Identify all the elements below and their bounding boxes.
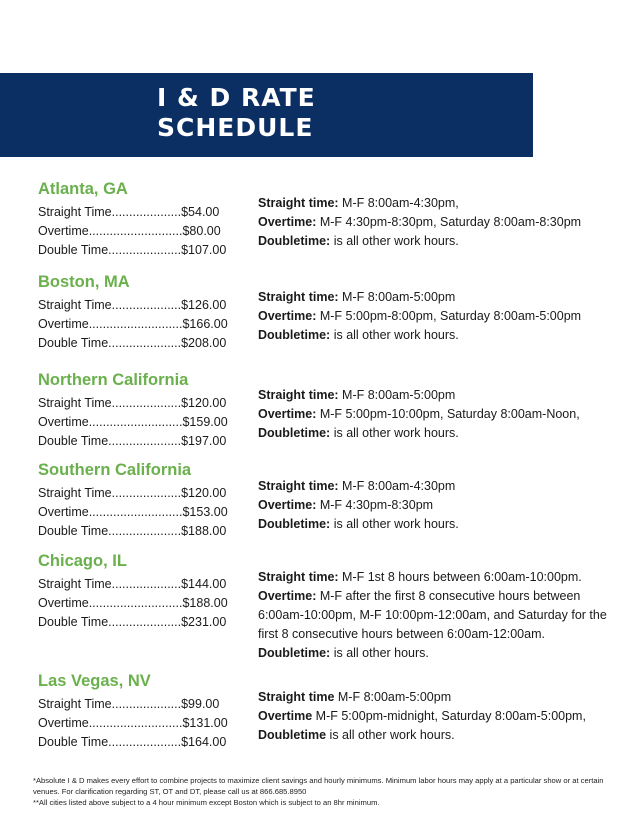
double-time-rate: Double Time.....................$107.00 [38, 243, 227, 257]
straight-time-rate: Straight Time....................$54.00 [38, 205, 220, 219]
title-line-2: SCHEDULE [157, 113, 314, 142]
double-time-rate: Double Time.....................$197.00 [38, 434, 227, 448]
straight-time-hours: Straight time: M-F 8:00am-5:00pm [258, 388, 456, 402]
overtime-hours: Overtime: M-F after the first 8 consecutive hours between 6:00am-10:00pm, M-F 10:00pm-12:00am, and Saturday for the first 8 consecutive hours between 6:00am-12:00am. [258, 589, 607, 641]
hours-description [258, 288, 618, 345]
overtime-hours: Overtime: M-F 5:00pm-8:00pm, Saturday 8:00am-5:00pm [258, 309, 582, 323]
title-banner [0, 73, 533, 157]
straight-time-rate: Straight Time....................$126.00 [38, 298, 227, 312]
footnote-2: **All cities listed above subject to a 4 hour minimum except Boston which is subject to an 8hr minimum. [33, 798, 380, 807]
rate-list [38, 203, 226, 260]
city-name: Las Vegas, NV [38, 672, 151, 690]
straight-time-hours: Straight time: M-F 1st 8 hours between 6:00am-10:00pm. [258, 570, 582, 584]
double-time-rate: Double Time.....................$231.00 [38, 615, 227, 629]
city-name: Northern California [38, 371, 189, 389]
straight-time-hours: Straight time: M-F 8:00am-5:00pm [258, 290, 456, 304]
rate-list [38, 394, 228, 451]
straight-time-hours: Straight time: M-F 8:00am-4:30pm [258, 479, 456, 493]
city-name: Chicago, IL [38, 552, 127, 570]
overtime-rate: Overtime...........................$80.00 [38, 224, 221, 238]
doubletime-hours: Doubletime: is all other work hours. [258, 328, 459, 342]
city-name: Boston, MA [38, 273, 130, 291]
overtime-hours: Overtime: M-F 5:00pm-10:00pm, Saturday 8:00am-Noon, [258, 407, 580, 421]
double-time-rate: Double Time.....................$164.00 [38, 735, 227, 749]
hours-description [258, 386, 618, 443]
doubletime-hours: Doubletime: is all other work hours. [258, 426, 459, 440]
overtime-hours: Overtime M-F 5:00pm-midnight, Saturday 8:00am-5:00pm, [258, 709, 586, 723]
page-title [157, 83, 316, 143]
rate-list [38, 695, 228, 752]
footnote-1: *Absolute I & D makes every effort to combine projects to maximize client savings and hourly minimums. Minimum labor hours may apply at a particular show or at certain venues. For clarification regarding ST, OT and DT, please call us at 866.685.8950 [33, 776, 604, 796]
doubletime-hours: Doubletime: is all other work hours. [258, 234, 459, 248]
straight-time-rate: Straight Time....................$120.00 [38, 396, 227, 410]
city-name: Southern California [38, 461, 192, 479]
straight-time-rate: Straight Time....................$120.00 [38, 486, 227, 500]
title-line-1: I & D RATE [157, 83, 316, 112]
overtime-hours: Overtime: M-F 4:30pm-8:30pm [258, 498, 434, 512]
rate-list [38, 296, 228, 353]
straight-time-rate: Straight Time....................$99.00 [38, 697, 220, 711]
rate-list [38, 484, 228, 541]
hours-description [258, 568, 616, 663]
doubletime-hours: Doubletime: is all other hours. [258, 646, 429, 660]
rate-list [38, 575, 228, 632]
footnotes [33, 775, 613, 808]
double-time-rate: Double Time.....................$188.00 [38, 524, 227, 538]
overtime-rate: Overtime...........................$159.00 [38, 415, 228, 429]
hours-description [258, 688, 618, 745]
overtime-rate: Overtime...........................$153.00 [38, 505, 228, 519]
straight-time-hours: Straight time M-F 8:00am-5:00pm [258, 690, 452, 704]
doubletime-hours: Doubletime is all other work hours. [258, 728, 455, 742]
double-time-rate: Double Time.....................$208.00 [38, 336, 227, 350]
overtime-rate: Overtime...........................$188.00 [38, 596, 228, 610]
doubletime-hours: Doubletime: is all other work hours. [258, 517, 459, 531]
straight-time-rate: Straight Time....................$144.00 [38, 577, 227, 591]
straight-time-hours: Straight time: M-F 8:00am-4:30pm, [258, 196, 459, 210]
city-name: Atlanta, GA [38, 180, 128, 198]
hours-description [258, 194, 618, 251]
overtime-rate: Overtime...........................$166.00 [38, 317, 228, 331]
overtime-rate: Overtime...........................$131.00 [38, 716, 228, 730]
hours-description [258, 477, 618, 534]
overtime-hours: Overtime: M-F 4:30pm-8:30pm, Saturday 8:00am-8:30pm [258, 215, 582, 229]
